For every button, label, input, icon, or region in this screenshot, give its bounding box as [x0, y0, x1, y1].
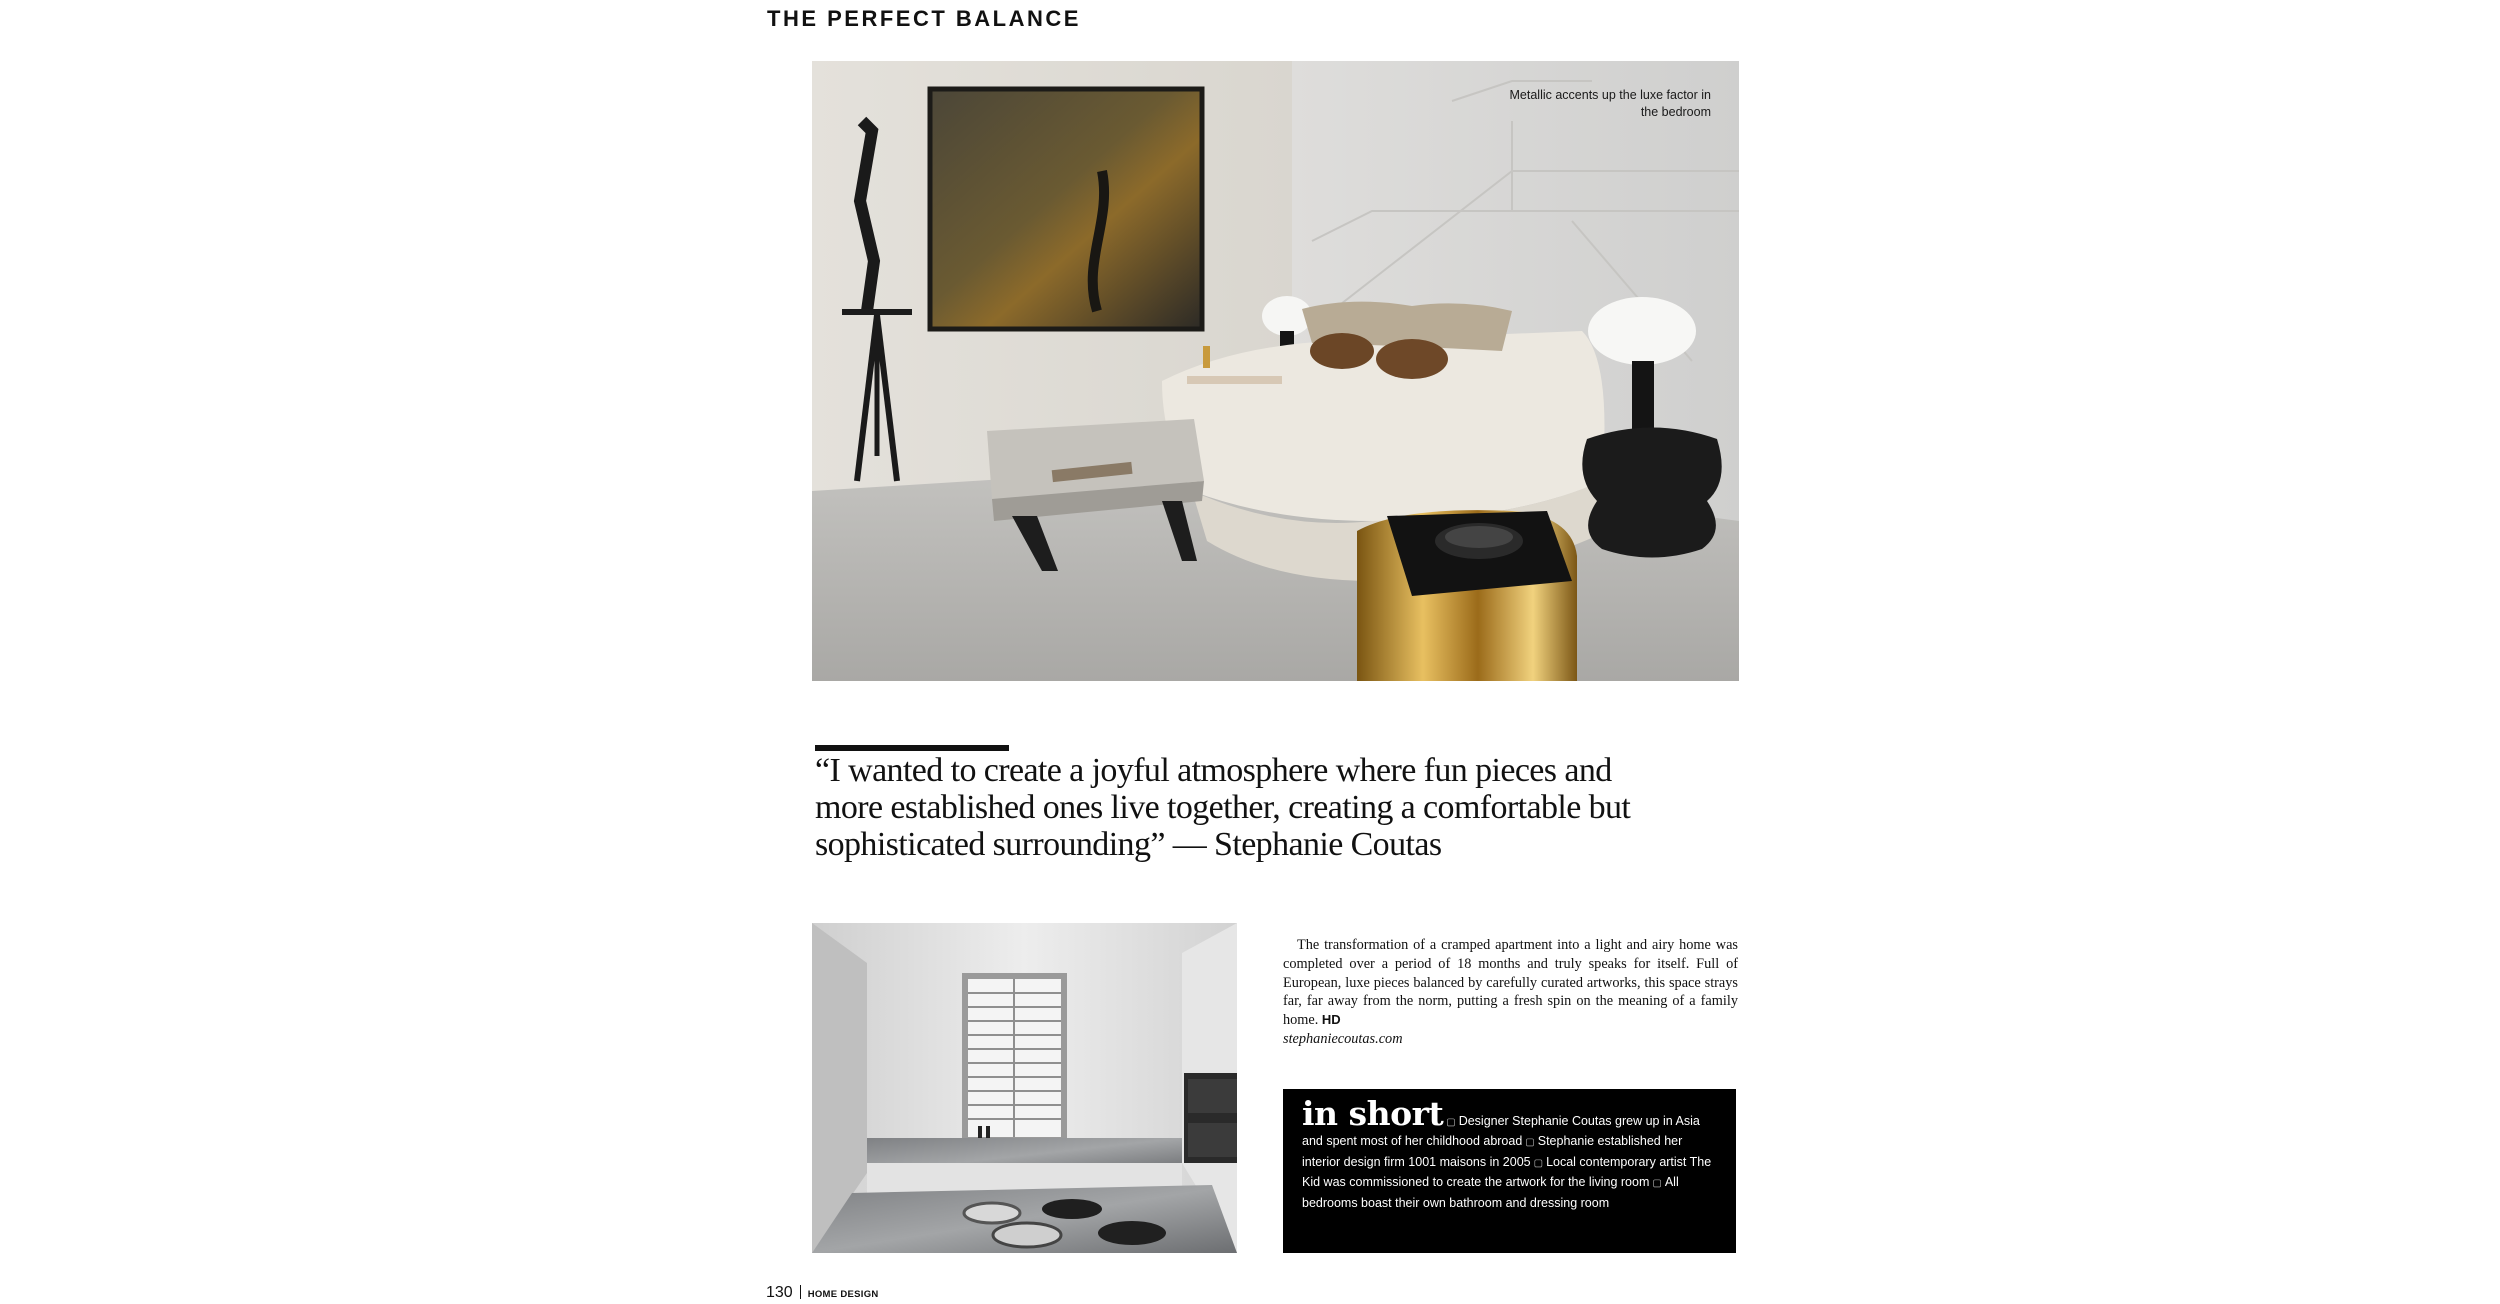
bedroom-photo — [812, 61, 1739, 681]
article-body — [1283, 936, 1738, 1049]
kitchen-photo — [812, 923, 1237, 1253]
in-short-fact: Stephanie established her interior design firm 1001 maisons in 2005 — [1302, 1134, 1683, 1169]
footer-divider — [800, 1285, 801, 1299]
in-short-box — [1283, 1089, 1736, 1253]
magazine-name: HOME DESIGN — [807, 1289, 879, 1300]
article-paragraph: The transformation of a cramped apartment into a light and airy home was completed over a period of 18 months and truly speaks for itself. Full of European, luxe pieces balanced by carefully curated artworks, this space strays far, far away from the norm, putting a fresh spin on the meaning of a family home. — [1283, 937, 1738, 1029]
quote-rule — [815, 745, 1009, 751]
in-short-fact: Local contemporary artist The Kid was commissioned to create the artwork for the living room — [1302, 1154, 1712, 1190]
end-mark: HD — [1321, 1012, 1341, 1028]
in-short-fact: All bedrooms boast their own bathroom and dressing room — [1302, 1175, 1679, 1210]
in-short-fact: Designer Stephanie Coutas grew up in Asia and spent most of her childhood abroad — [1302, 1114, 1700, 1149]
in-short-heading: in short — [1302, 1094, 1444, 1133]
pull-quote: “I wanted to create a joyful atmosphere where fun pieces and more established ones live together, creating a comfortable but sophisticated surrounding” — Stephanie Coutas — [815, 752, 1631, 863]
kitchen-illustration — [812, 923, 1237, 1253]
bedroom-illustration — [812, 61, 1739, 681]
photo-caption: Metallic accents up the luxe factor in the bedroom — [1509, 88, 1711, 119]
fact-separator: ▢ — [1446, 1117, 1456, 1128]
fact-separator: ▢ — [1525, 1137, 1535, 1149]
fact-separator: ▢ — [1533, 1157, 1544, 1169]
page-footer — [766, 1284, 879, 1302]
fact-separator: ▢ — [1652, 1178, 1662, 1190]
website-link[interactable]: stephaniecoutas.com — [1283, 1030, 1403, 1047]
page-number: 130 — [766, 1284, 793, 1301]
section-title: THE PERFECT BALANCE — [767, 6, 1081, 31]
